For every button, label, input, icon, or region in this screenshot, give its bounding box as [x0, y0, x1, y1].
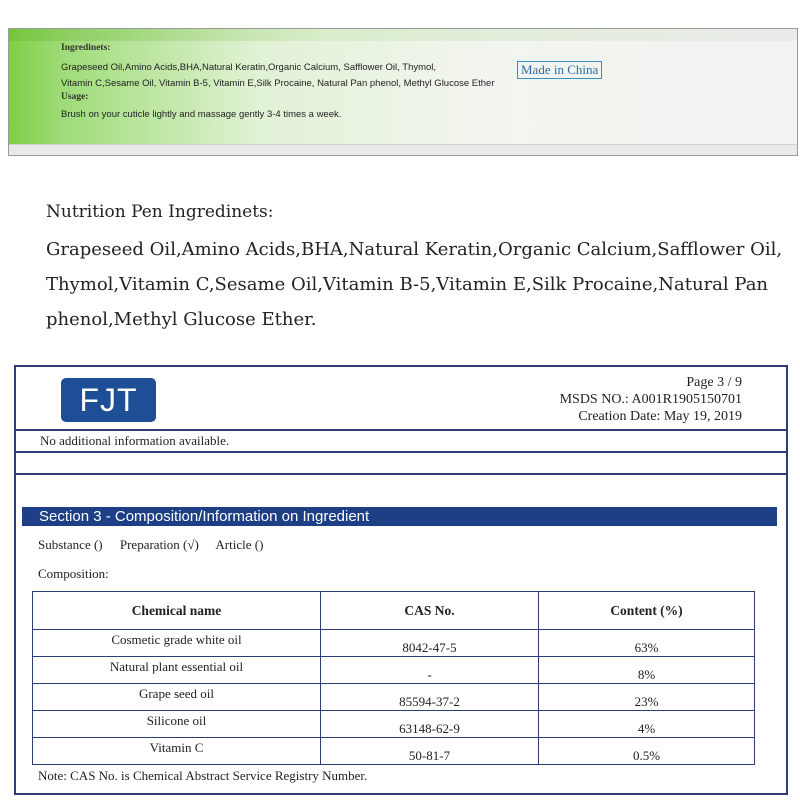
divider — [16, 429, 786, 431]
msds-number: MSDS NO.: A001R1905150701 — [559, 392, 742, 407]
cas-no-cell: 63148-62-9 — [321, 711, 539, 738]
package-box-strip — [8, 28, 798, 156]
content-cell: 8% — [539, 657, 755, 684]
chemical-name-cell: Vitamin C — [33, 738, 321, 765]
table-row — [33, 738, 755, 765]
table-row — [33, 684, 755, 711]
box-ingredients-line-2: Vitamin C,Sesame Oil, Vitamin B-5, Vitamin E,Silk Procaine, Natural Pan phenol, Methyl Glucose Ether — [61, 78, 495, 89]
description-body: Grapeseed Oil,Amino Acids,BHA,Natural Keratin,Organic Calcium,Safflower Oil, Thymol,Vitamin C,Sesame Oil,Vitamin B-5,Vitamin E,Silk Procaine,Natural Pan phenol,Methyl Glucose Ether. — [46, 239, 783, 330]
composition-label: Composition: — [38, 566, 109, 581]
content-cell: 0.5% — [539, 738, 755, 765]
article-option: Article () — [215, 537, 264, 552]
chemical-name-cell: Silicone oil — [33, 711, 321, 738]
made-in-china-label: Made in China — [517, 61, 602, 79]
table-row — [33, 630, 755, 657]
table-row — [33, 711, 755, 738]
section-3-title: Section 3 - Composition/Information on Ingredient — [22, 507, 777, 526]
box-usage-text: Brush on your cuticle lightly and massage gently 3-4 times a week. — [61, 109, 342, 120]
msds-sheet — [14, 365, 788, 795]
cas-no-cell: - — [321, 657, 539, 684]
content-cell: 4% — [539, 711, 755, 738]
box-edge — [9, 144, 797, 155]
creation-date: Creation Date: May 19, 2019 — [578, 409, 742, 424]
chemical-name-cell: Grape seed oil — [33, 684, 321, 711]
table-row — [33, 657, 755, 684]
no-info-text: No additional information available. — [40, 433, 230, 448]
box-ingredients-line-1: Grapeseed Oil,Amino Acids,BHA,Natural Keratin,Organic Calcium, Safflower Oil, Thymol, — [61, 62, 437, 73]
content-cell: 23% — [539, 684, 755, 711]
divider — [16, 473, 786, 475]
preparation-option: Preparation (√) — [119, 537, 199, 552]
composition-table — [32, 591, 755, 765]
content-cell: 63% — [539, 630, 755, 657]
cas-note: Note: CAS No. is Chemical Abstract Service Registry Number. — [38, 768, 368, 783]
header-content: Content (%) — [539, 592, 755, 630]
chemical-name-cell: Natural plant essential oil — [33, 657, 321, 684]
divider — [16, 451, 786, 453]
description-heading: Nutrition Pen Ingredinets: — [46, 202, 274, 222]
box-ingredients-label: Ingredinets: — [61, 43, 111, 53]
cas-no-cell: 85594-37-2 — [321, 684, 539, 711]
cas-no-cell: 50-81-7 — [321, 738, 539, 765]
header-cas-no: CAS No. — [321, 592, 539, 630]
page-number: Page 3 / 9 — [686, 375, 742, 390]
chemical-name-cell: Cosmetic grade white oil — [33, 630, 321, 657]
header-chemical-name: Chemical name — [33, 592, 321, 630]
substance-option: Substance () — [38, 537, 103, 552]
cas-no-cell: 8042-47-5 — [321, 630, 539, 657]
table-header-row — [33, 592, 755, 630]
fjt-logo: FJT — [61, 378, 156, 422]
box-usage-label: Usage: — [61, 92, 89, 102]
type-selector — [38, 537, 277, 553]
